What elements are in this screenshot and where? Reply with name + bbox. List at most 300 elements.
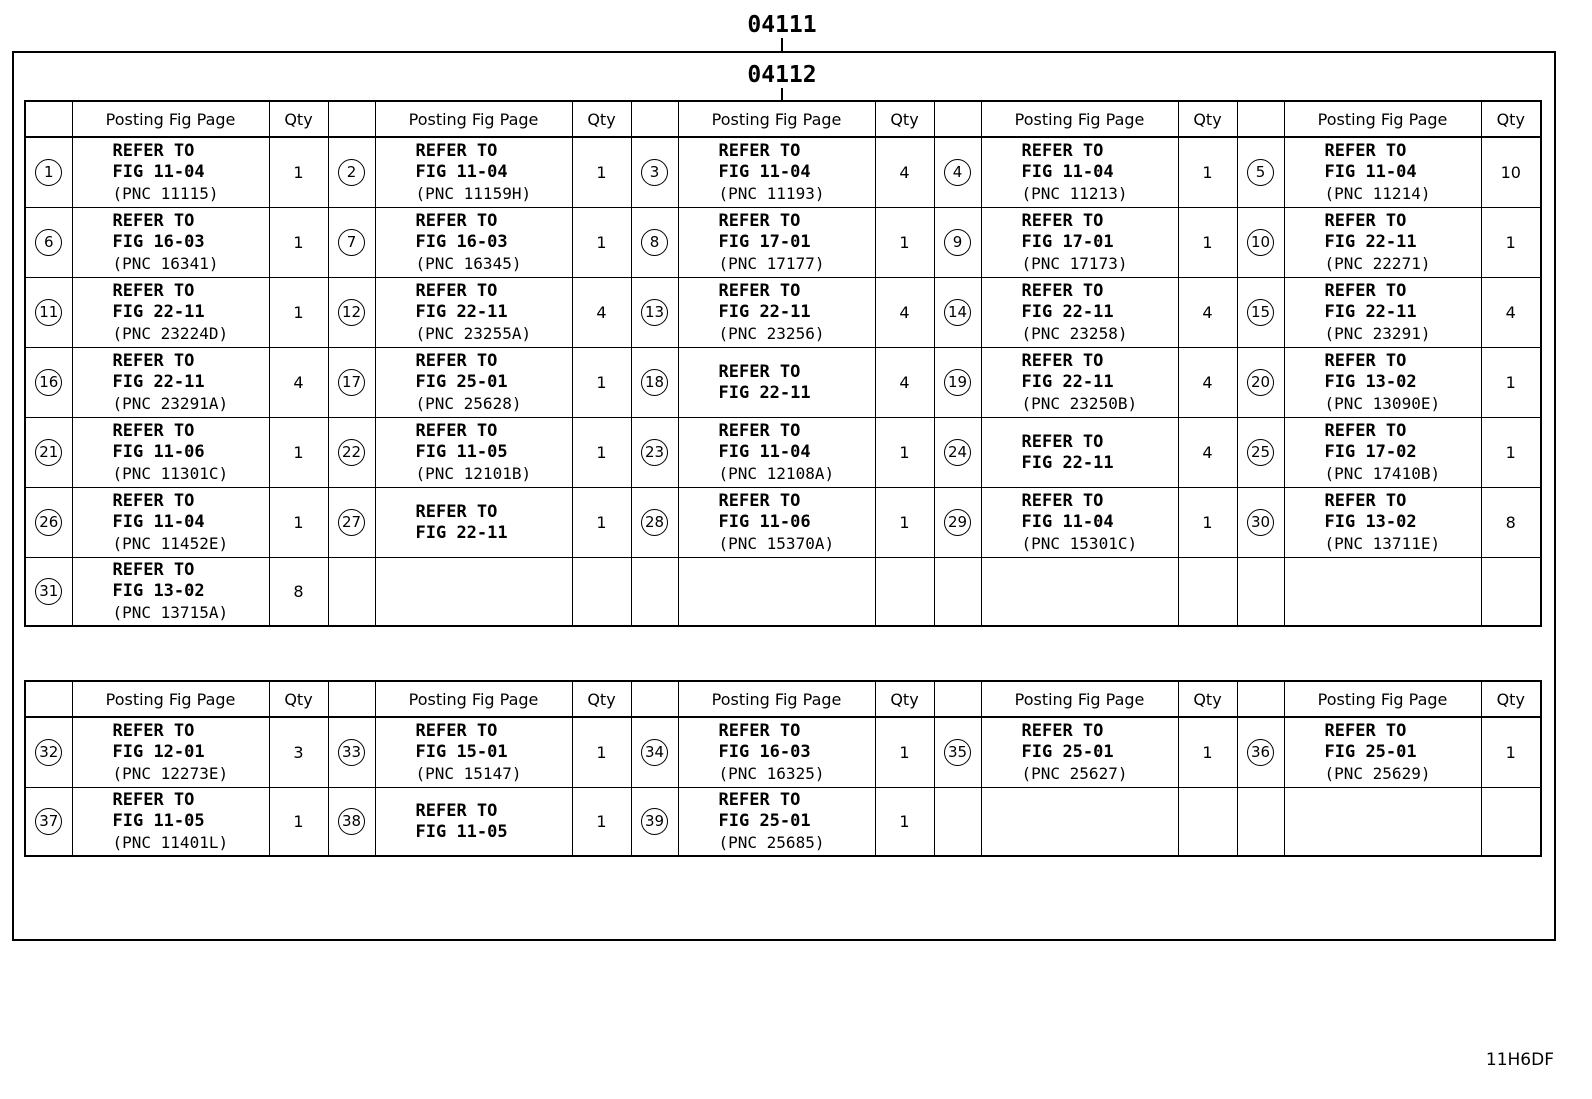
- refer-to-label: REFER TO: [415, 421, 498, 441]
- header-no-cell: [1237, 101, 1284, 137]
- pnc-code: (PNC 13090E): [1324, 394, 1441, 413]
- ref-text-cell: [981, 418, 1178, 488]
- header-qty: Qty: [572, 101, 631, 137]
- refer-to-label: REFER TO: [1324, 421, 1407, 441]
- ref-number-cell: [934, 137, 981, 208]
- pnc-code: (PNC 16345): [415, 254, 522, 273]
- ref-number-cell: [328, 558, 375, 627]
- callout-number-circle: 36: [1247, 739, 1274, 766]
- ref-number-cell: [1237, 348, 1284, 418]
- refer-to-label: REFER TO: [718, 211, 801, 231]
- ref-text-cell: [981, 278, 1178, 348]
- fig-reference: FIG 22-11: [1021, 372, 1114, 392]
- refer-to-label: REFER TO: [112, 281, 195, 301]
- ref-number-cell: [25, 488, 72, 558]
- pnc-code: (PNC 17410B): [1324, 464, 1441, 483]
- ref-number-cell: [631, 137, 678, 208]
- ref-number-cell: [328, 137, 375, 208]
- ref-text-cell: [678, 488, 875, 558]
- ref-number-cell: [328, 418, 375, 488]
- header-posting-fig-page: Posting Fig Page: [72, 681, 269, 717]
- ref-text-cell: [678, 208, 875, 278]
- ref-text-cell: [981, 348, 1178, 418]
- ref-text-cell: [1284, 348, 1481, 418]
- pnc-code: (PNC 11301C): [112, 464, 229, 483]
- refer-to-label: REFER TO: [1324, 721, 1407, 741]
- ref-number-cell: [631, 208, 678, 278]
- fig-reference: FIG 11-04: [1324, 162, 1417, 182]
- table-row: [25, 418, 1541, 488]
- callout-number-circle: 20: [1247, 369, 1274, 396]
- table-row: [25, 137, 1541, 208]
- fig-reference: FIG 25-01: [718, 811, 811, 831]
- fig-reference: FIG 12-01: [112, 742, 205, 762]
- callout-number-circle: 15: [1247, 299, 1274, 326]
- ref-number-cell: [934, 348, 981, 418]
- ref-text-cell: [375, 278, 572, 348]
- refer-to-label: REFER TO: [415, 721, 498, 741]
- qty-cell: 1: [269, 418, 328, 488]
- ref-number-cell: [328, 717, 375, 788]
- ref-text-cell: [72, 788, 269, 857]
- pnc-code: (PNC 12273E): [112, 764, 229, 783]
- callout-number-circle: 38: [338, 808, 365, 835]
- header-posting-fig-page: Posting Fig Page: [1284, 101, 1481, 137]
- ref-number-cell: [328, 278, 375, 348]
- refer-to-label: REFER TO: [1021, 721, 1104, 741]
- ref-number-cell: [934, 278, 981, 348]
- ref-text-cell: [72, 348, 269, 418]
- header-posting-fig-page: Posting Fig Page: [375, 101, 572, 137]
- refer-to-label: REFER TO: [1324, 351, 1407, 371]
- fig-reference: FIG 22-11: [1021, 302, 1114, 322]
- refer-to-label: REFER TO: [112, 560, 195, 580]
- refer-to-label: REFER TO: [415, 141, 498, 161]
- ref-number-cell: [1237, 278, 1284, 348]
- ref-text-cell: [678, 558, 875, 627]
- qty-cell: 1: [269, 278, 328, 348]
- callout-number-circle: 14: [944, 299, 971, 326]
- header-qty: Qty: [269, 101, 328, 137]
- pnc-code: (PNC 17177): [718, 254, 825, 273]
- pnc-code: (PNC 16325): [718, 764, 825, 783]
- callout-number-circle: 2: [338, 159, 365, 186]
- ref-number-cell: [631, 278, 678, 348]
- qty-cell: 1: [875, 418, 934, 488]
- qty-cell: 4: [1178, 348, 1237, 418]
- fig-reference: FIG 13-02: [1324, 512, 1417, 532]
- fig-reference: FIG 13-02: [112, 581, 205, 601]
- qty-cell: [1481, 558, 1541, 627]
- ref-text-cell: [1284, 137, 1481, 208]
- table-row: [25, 208, 1541, 278]
- fig-reference: FIG 17-02: [1324, 442, 1417, 462]
- pnc-code: (PNC 23291): [1324, 324, 1431, 343]
- connector-line-top: [781, 38, 783, 52]
- qty-cell: 1: [269, 488, 328, 558]
- qty-cell: 1: [572, 488, 631, 558]
- qty-cell: 8: [269, 558, 328, 627]
- refer-to-label: REFER TO: [1021, 351, 1104, 371]
- callout-number-circle: 32: [35, 739, 62, 766]
- ref-text-cell: [375, 208, 572, 278]
- pnc-code: (PNC 23258): [1021, 324, 1128, 343]
- refer-to-label: REFER TO: [112, 790, 195, 810]
- callout-number-circle: 9: [944, 229, 971, 256]
- callout-number-circle: 39: [641, 808, 668, 835]
- ref-number-cell: [1237, 717, 1284, 788]
- pnc-code: (PNC 15301C): [1021, 534, 1138, 553]
- ref-number-cell: [934, 717, 981, 788]
- callout-number-circle: 3: [641, 159, 668, 186]
- qty-cell: 1: [269, 788, 328, 857]
- refer-to-label: REFER TO: [1021, 211, 1104, 231]
- header-no-cell: [631, 681, 678, 717]
- ref-text-cell: [1284, 208, 1481, 278]
- pnc-code: (PNC 23255A): [415, 324, 532, 343]
- header-qty: Qty: [875, 681, 934, 717]
- qty-cell: 4: [572, 278, 631, 348]
- qty-cell: 4: [1481, 278, 1541, 348]
- ref-text-cell: [375, 348, 572, 418]
- callout-number-circle: 10: [1247, 229, 1274, 256]
- header-no-cell: [25, 101, 72, 137]
- qty-cell: 1: [1481, 717, 1541, 788]
- qty-cell: 1: [572, 208, 631, 278]
- refer-to-label: REFER TO: [1021, 141, 1104, 161]
- ref-number-cell: [934, 208, 981, 278]
- callout-number-circle: 29: [944, 509, 971, 536]
- footer-code: 11H6DF: [1485, 1050, 1554, 1070]
- qty-cell: 1: [1178, 717, 1237, 788]
- header-no-cell: [934, 101, 981, 137]
- ref-number-cell: [328, 788, 375, 857]
- callout-number-circle: 18: [641, 369, 668, 396]
- header-posting-fig-page: Posting Fig Page: [375, 681, 572, 717]
- fig-reference: FIG 17-01: [1021, 232, 1114, 252]
- table-row: [25, 348, 1541, 418]
- ref-number-cell: [328, 348, 375, 418]
- refer-to-label: REFER TO: [1324, 211, 1407, 231]
- callout-number-circle: 26: [35, 509, 62, 536]
- ref-number-cell: [934, 418, 981, 488]
- header-no-cell: [934, 681, 981, 717]
- ref-text-cell: [678, 788, 875, 857]
- table-row: [25, 278, 1541, 348]
- pnc-code: (PNC 25685): [718, 833, 825, 852]
- ref-text-cell: [678, 717, 875, 788]
- callout-number-circle: 34: [641, 739, 668, 766]
- refer-to-label: REFER TO: [112, 491, 195, 511]
- qty-cell: [875, 558, 934, 627]
- callout-number-circle: 16: [35, 369, 62, 396]
- ref-number-cell: [25, 348, 72, 418]
- header-posting-fig-page: Posting Fig Page: [981, 681, 1178, 717]
- ref-text-cell: [1284, 788, 1481, 857]
- refer-to-label: REFER TO: [415, 501, 498, 522]
- ref-number-cell: [631, 717, 678, 788]
- callout-number-circle: 7: [338, 229, 365, 256]
- refer-to-label: REFER TO: [1324, 491, 1407, 511]
- fig-reference: FIG 11-05: [415, 821, 508, 842]
- refer-to-label: REFER TO: [718, 421, 801, 441]
- ref-number-cell: [25, 788, 72, 857]
- callout-number-circle: 11: [35, 299, 62, 326]
- pnc-code: (PNC 13715A): [112, 603, 229, 622]
- ref-number-cell: [631, 418, 678, 488]
- ref-number-cell: [1237, 137, 1284, 208]
- fig-reference: FIG 22-11: [415, 522, 508, 543]
- refer-to-label: REFER TO: [415, 281, 498, 301]
- pnc-code: (PNC 11401L): [112, 833, 229, 852]
- header-qty: Qty: [875, 101, 934, 137]
- pnc-code: (PNC 11214): [1324, 184, 1431, 203]
- refer-to-label: REFER TO: [112, 141, 195, 161]
- ref-text-cell: [981, 208, 1178, 278]
- fig-reference: FIG 22-11: [718, 302, 811, 322]
- pnc-code: (PNC 25628): [415, 394, 522, 413]
- ref-number-cell: [328, 208, 375, 278]
- fig-reference: FIG 11-06: [718, 512, 811, 532]
- refer-to-label: REFER TO: [415, 211, 498, 231]
- refer-to-label: REFER TO: [415, 800, 498, 821]
- refer-to-label: REFER TO: [1021, 281, 1104, 301]
- ref-text-cell: [1284, 418, 1481, 488]
- fig-reference: FIG 13-02: [1324, 372, 1417, 392]
- qty-cell: [1178, 558, 1237, 627]
- header-no-cell: [328, 101, 375, 137]
- callout-number-circle: 21: [35, 439, 62, 466]
- callout-number-circle: 4: [944, 159, 971, 186]
- fig-reference: FIG 11-04: [718, 442, 811, 462]
- fig-reference: FIG 22-11: [1021, 452, 1114, 473]
- refer-to-label: REFER TO: [415, 351, 498, 371]
- ref-text-cell: [375, 488, 572, 558]
- callout-number-circle: 31: [35, 578, 62, 605]
- ref-text-cell: [678, 137, 875, 208]
- callout-number-circle: 37: [35, 808, 62, 835]
- fig-reference: FIG 22-11: [415, 302, 508, 322]
- refer-to-label: REFER TO: [718, 141, 801, 161]
- callout-number-circle: 24: [944, 439, 971, 466]
- fig-reference: FIG 11-05: [415, 442, 508, 462]
- qty-cell: 4: [1178, 278, 1237, 348]
- table-row: [25, 558, 1541, 627]
- refer-to-label: REFER TO: [1021, 491, 1104, 511]
- fig-reference: FIG 22-11: [112, 302, 205, 322]
- qty-cell: 1: [1481, 208, 1541, 278]
- ref-text-cell: [375, 418, 572, 488]
- fig-reference: FIG 25-01: [1021, 742, 1114, 762]
- ref-text-cell: [678, 348, 875, 418]
- header-posting-fig-page: Posting Fig Page: [1284, 681, 1481, 717]
- header-posting-fig-page: Posting Fig Page: [981, 101, 1178, 137]
- callout-number-circle: 13: [641, 299, 668, 326]
- qty-cell: 8: [1481, 488, 1541, 558]
- fig-reference: FIG 16-03: [112, 232, 205, 252]
- callout-number-circle: 27: [338, 509, 365, 536]
- ref-text-cell: [375, 788, 572, 857]
- table-row: [25, 488, 1541, 558]
- qty-cell: 4: [269, 348, 328, 418]
- qty-cell: 4: [1178, 418, 1237, 488]
- qty-cell: 1: [1481, 418, 1541, 488]
- ref-number-cell: [1237, 558, 1284, 627]
- ref-number-cell: [934, 558, 981, 627]
- fig-reference: FIG 11-04: [718, 162, 811, 182]
- ref-text-cell: [72, 208, 269, 278]
- qty-cell: 1: [572, 788, 631, 857]
- header-qty: Qty: [269, 681, 328, 717]
- ref-number-cell: [25, 418, 72, 488]
- ref-number-cell: [25, 137, 72, 208]
- pnc-code: (PNC 23224D): [112, 324, 229, 343]
- fig-reference: FIG 11-05: [112, 811, 205, 831]
- fig-reference: FIG 25-01: [1324, 742, 1417, 762]
- ref-number-cell: [631, 348, 678, 418]
- header-qty: Qty: [1178, 681, 1237, 717]
- ref-text-cell: [72, 488, 269, 558]
- refer-to-label: REFER TO: [1324, 141, 1407, 161]
- callout-number-circle: 22: [338, 439, 365, 466]
- callout-number-circle: 23: [641, 439, 668, 466]
- qty-cell: 1: [269, 137, 328, 208]
- ref-text-cell: [1284, 488, 1481, 558]
- qty-cell: 4: [875, 348, 934, 418]
- qty-cell: [1481, 788, 1541, 857]
- refer-to-label: REFER TO: [718, 721, 801, 741]
- pnc-code: (PNC 17173): [1021, 254, 1128, 273]
- refer-to-label: REFER TO: [718, 491, 801, 511]
- refer-to-label: REFER TO: [718, 361, 801, 382]
- qty-cell: 1: [1481, 348, 1541, 418]
- fig-reference: FIG 11-04: [112, 512, 205, 532]
- callout-number-circle: 30: [1247, 509, 1274, 536]
- callout-number-circle: 12: [338, 299, 365, 326]
- fig-reference: FIG 11-04: [1021, 512, 1114, 532]
- qty-cell: 4: [875, 278, 934, 348]
- header-posting-fig-page: Posting Fig Page: [678, 681, 875, 717]
- ref-text-cell: [678, 278, 875, 348]
- pnc-code: (PNC 11115): [112, 184, 219, 203]
- fig-reference: FIG 16-03: [415, 232, 508, 252]
- fig-reference: FIG 22-11: [112, 372, 205, 392]
- refer-to-label: REFER TO: [718, 281, 801, 301]
- ref-text-cell: [72, 418, 269, 488]
- qty-cell: 3: [269, 717, 328, 788]
- callout-number-circle: 35: [944, 739, 971, 766]
- ref-number-cell: [25, 717, 72, 788]
- table-row: [25, 717, 1541, 788]
- pnc-code: (PNC 23256): [718, 324, 825, 343]
- ref-number-cell: [1237, 418, 1284, 488]
- qty-cell: 1: [875, 717, 934, 788]
- ref-number-cell: [934, 788, 981, 857]
- callout-number-circle: 19: [944, 369, 971, 396]
- pnc-code: (PNC 23291A): [112, 394, 229, 413]
- ref-text-cell: [375, 558, 572, 627]
- ref-text-cell: [981, 137, 1178, 208]
- ref-text-cell: [72, 278, 269, 348]
- refer-to-label: REFER TO: [112, 351, 195, 371]
- fig-reference: FIG 11-04: [415, 162, 508, 182]
- fig-reference: FIG 22-11: [718, 382, 811, 403]
- refer-to-label: REFER TO: [112, 721, 195, 741]
- pnc-code: (PNC 11452E): [112, 534, 229, 553]
- pnc-code: (PNC 16341): [112, 254, 219, 273]
- header-no-cell: [328, 681, 375, 717]
- ref-number-cell: [25, 558, 72, 627]
- qty-cell: 1: [572, 348, 631, 418]
- pnc-code: (PNC 15370A): [718, 534, 835, 553]
- callout-number-circle: 17: [338, 369, 365, 396]
- fig-reference: FIG 11-04: [1021, 162, 1114, 182]
- fig-reference: FIG 22-11: [1324, 302, 1417, 322]
- pnc-code: (PNC 25629): [1324, 764, 1431, 783]
- ref-text-cell: [72, 558, 269, 627]
- pnc-code: (PNC 11213): [1021, 184, 1128, 203]
- ref-number-cell: [1237, 208, 1284, 278]
- pnc-code: (PNC 12108A): [718, 464, 835, 483]
- qty-cell: 1: [572, 137, 631, 208]
- qty-cell: 1: [572, 418, 631, 488]
- refer-to-label: REFER TO: [1021, 431, 1104, 452]
- header-qty: Qty: [1481, 681, 1541, 717]
- header-qty: Qty: [1481, 101, 1541, 137]
- ref-text-cell: [1284, 278, 1481, 348]
- assembly-code-04112: 04112: [747, 62, 817, 88]
- ref-number-cell: [1237, 488, 1284, 558]
- qty-cell: 1: [875, 488, 934, 558]
- refer-to-label: REFER TO: [718, 790, 801, 810]
- ref-text-cell: [1284, 558, 1481, 627]
- ref-text-cell: [72, 717, 269, 788]
- fig-reference: FIG 11-04: [112, 162, 205, 182]
- ref-text-cell: [981, 488, 1178, 558]
- ref-number-cell: [1237, 788, 1284, 857]
- callout-number-circle: 33: [338, 739, 365, 766]
- ref-text-cell: [981, 717, 1178, 788]
- ref-text-cell: [375, 717, 572, 788]
- ref-text-cell: [1284, 717, 1481, 788]
- pnc-code: (PNC 13711E): [1324, 534, 1441, 553]
- header-no-cell: [631, 101, 678, 137]
- ref-number-cell: [25, 208, 72, 278]
- fig-reference: FIG 25-01: [415, 372, 508, 392]
- qty-cell: 1: [1178, 488, 1237, 558]
- callout-number-circle: 28: [641, 509, 668, 536]
- ref-text-cell: [981, 788, 1178, 857]
- fig-reference: FIG 22-11: [1324, 232, 1417, 252]
- fig-reference: FIG 17-01: [718, 232, 811, 252]
- refer-to-label: REFER TO: [112, 211, 195, 231]
- qty-cell: 1: [269, 208, 328, 278]
- header-no-cell: [25, 681, 72, 717]
- header-qty: Qty: [572, 681, 631, 717]
- ref-number-cell: [631, 488, 678, 558]
- qty-cell: 1: [1178, 137, 1237, 208]
- ref-text-cell: [72, 137, 269, 208]
- ref-text-cell: [981, 558, 1178, 627]
- ref-number-cell: [25, 278, 72, 348]
- header-posting-fig-page: Posting Fig Page: [678, 101, 875, 137]
- header-qty: Qty: [1178, 101, 1237, 137]
- ref-number-cell: [934, 488, 981, 558]
- reference-table-2: [24, 680, 1542, 857]
- pnc-code: (PNC 25627): [1021, 764, 1128, 783]
- ref-number-cell: [631, 788, 678, 857]
- callout-number-circle: 5: [1247, 159, 1274, 186]
